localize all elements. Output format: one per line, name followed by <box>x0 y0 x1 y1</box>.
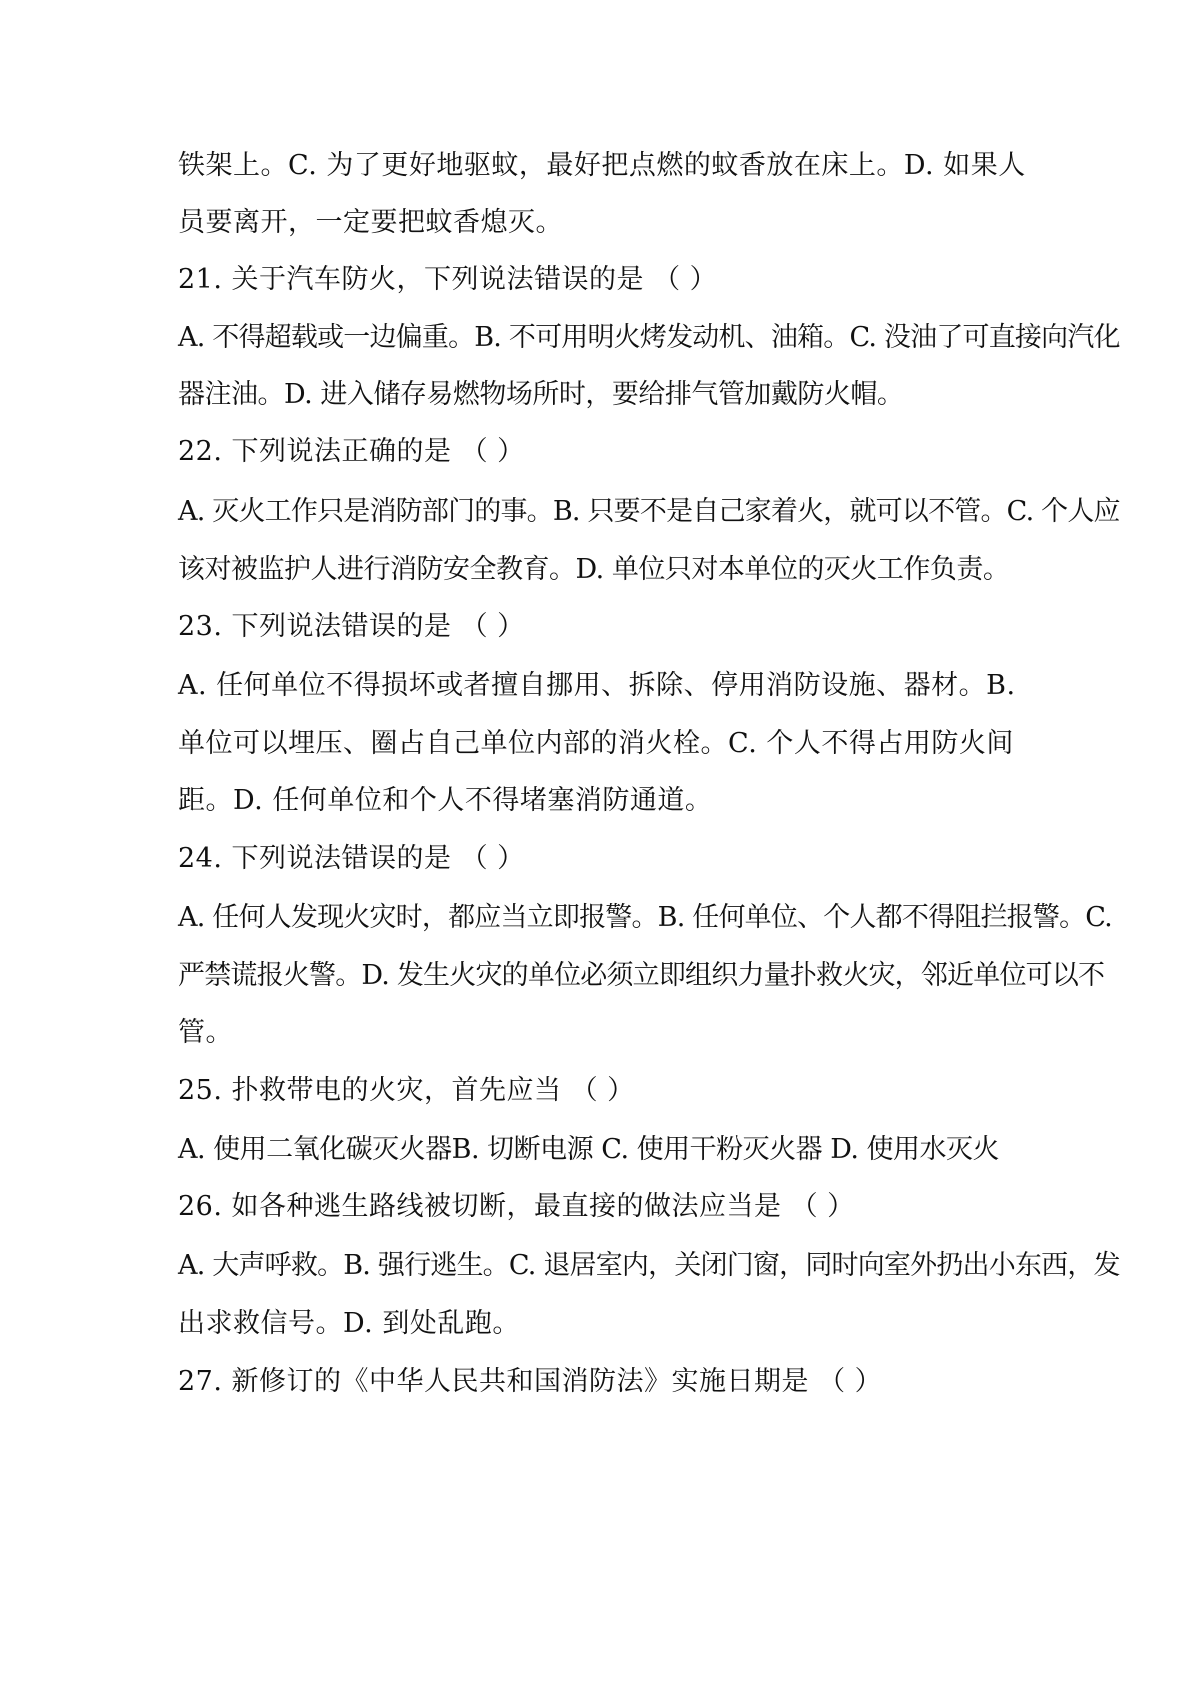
question-21: 21. 关于汽车防火，下列说法错误的是 （ ） <box>178 264 718 295</box>
question-24-options: A. 任何人发现火灾时，都应当立即报警。B. 任何单位、个人都不得阻拦报警。C. <box>178 902 1112 933</box>
question-26: 26. 如各种逃生路线被切断，最直接的做法应当是 （ ） <box>178 1191 855 1222</box>
question-24-options: 严禁谎报火警。D. 发生火灾的单位必须立即组织力量扑救火灾，邻近单位可以不 <box>178 960 1105 991</box>
question-23-options: 单位可以埋压、圈占自己单位内部的消火栓。C. 个人不得占用防火间 <box>178 728 1014 759</box>
question-24: 24. 下列说法错误的是 （ ） <box>178 843 525 874</box>
question-23-options: 距。D. 任何单位和个人不得堵塞消防通道。 <box>178 785 713 816</box>
question-23: 23. 下列说法错误的是 （ ） <box>178 611 525 642</box>
question-26-options: A. 大声呼救。B. 强行逃生。C. 退居室内，关闭门窗，同时向室外扔出小东西，发 <box>178 1250 1120 1281</box>
question-22-options: A. 灭火工作只是消防部门的事。B. 只要不是自己家着火，就可以不管。C. 个人应 <box>178 496 1120 527</box>
question-23-options: A. 任何单位不得损坏或者擅自挪用、拆除、停用消防设施、器材。B. <box>178 670 1016 701</box>
question-22-options: 该对被监护人进行消防安全教育。D. 单位只对本单位的灭火工作负责。 <box>178 554 1010 585</box>
question-21-options: 器注油。D. 进入储存易燃物场所时，要给排气管加戴防火帽。 <box>178 379 904 410</box>
question-27: 27. 新修订的《中华人民共和国消防法》实施日期是 （ ） <box>178 1366 883 1397</box>
question-25: 25. 扑救带电的火灾，首先应当 （ ） <box>178 1075 635 1106</box>
question-25-options: A. 使用二氧化碳灭火器B. 切断电源 C. 使用干粉灭火器 D. 使用水灭火 <box>178 1134 1000 1165</box>
question-26-options: 出求救信号。D. 到处乱跑。 <box>178 1308 520 1339</box>
question-24-options: 管。 <box>178 1017 233 1048</box>
text-line: 员要离开，一定要把蚊香熄灭。 <box>178 207 563 238</box>
question-21-options: A. 不得超载或一边偏重。B. 不可用明火烤发动机、油箱。C. 没油了可直接向汽化 <box>178 322 1120 353</box>
question-22: 22. 下列说法正确的是 （ ） <box>178 436 525 467</box>
text-line: 铁架上。C. 为了更好地驱蚊，最好把点燃的蚊香放在床上。D. 如果人 <box>178 150 1026 181</box>
